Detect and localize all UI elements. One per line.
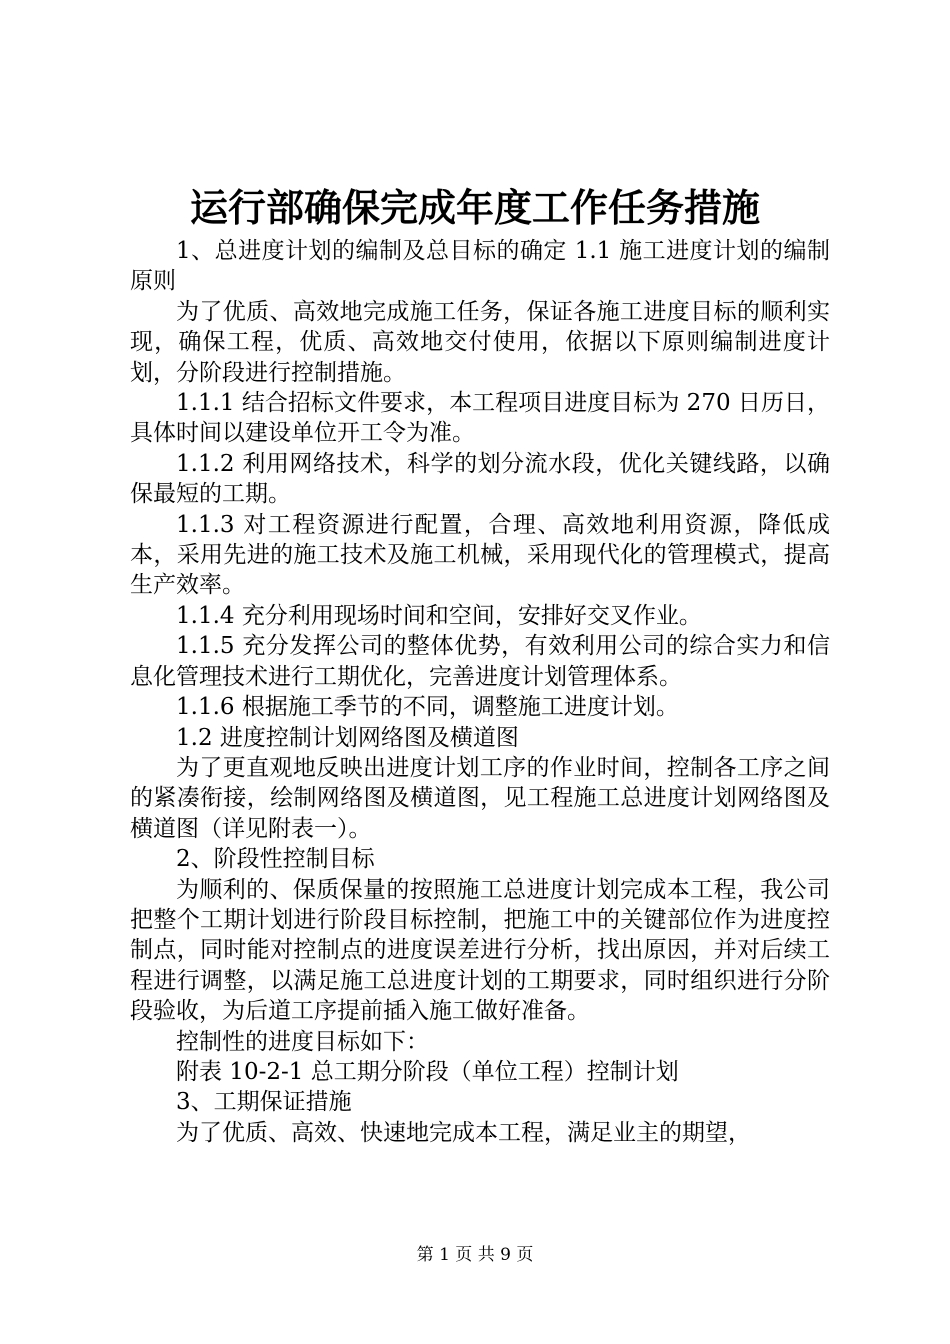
paragraph: 1.1.6 根据施工季节的不同，调整施工进度计划。 [176,694,679,721]
paragraph: 1.1.2 利用网络技术，科学的划分流水段，优化关键线路，以确保最短的工期。 [130,450,830,508]
section-heading: 2、阶段性控制目标 [176,846,375,873]
page-footer: 第 1 页 共 9 页 [416,1245,534,1265]
paragraph: 为顺利的、保质保量的按照施工总进度计划完成本工程，我公司把整个工期计划进行阶段目标控制，把施工中的关键部位作为进度控制点，同时能对控制点的进度误差进行分析，找出原因，并对后续工程进行调整，以满足施工总进度计划的工期要求，同时组织进行分阶段验收，为后道工序提前插入施工做好准备。 [130,876,830,1025]
paragraph: 1.1.4 充分利用现场时间和空间，安排好交叉作业。 [176,602,702,629]
paragraph: 1、总进度计划的编制及总目标的确定 1.1 施工进度计划的编制原则 [130,238,830,295]
paragraph: 1.1.1 结合招标文件要求，本工程项目进度目标为 270 日历日，具体时间以建设单位开工令为准。 [130,390,830,447]
document-body [130,236,830,1148]
section-heading: 1.2 进度控制计划网络图及横道图 [176,724,519,751]
document-title: 运行部确保完成年度工作任务措施 [189,185,760,230]
paragraph: 为了更直观地反映出进度计划工序的作业时间，控制各工序之间的紧凑衔接，绘制网络图及横道图，见工程施工总进度计划网络图及横道图（详见附表一）。 [130,754,830,842]
paragraph: 控制性的进度目标如下： [176,1028,429,1055]
paragraph: 1.1.3 对工程资源进行配置，合理、高效地利用资源，降低成本，采用先进的施工技术及施工机械，采用现代化的管理模式，提高生产效率。 [130,511,830,599]
section-heading: 3、工期保证措施 [176,1089,352,1116]
paragraph: 为了优质、高效、快速地完成本工程，满足业主的期望， [176,1119,751,1146]
table-reference: 附表 10-2-1 总工期分阶段（单位工程）控制计划 [176,1058,679,1085]
paragraph: 1.1.5 充分发挥公司的整体优势，有效利用公司的综合实力和信息化管理技术进行工期优化，完善进度计划管理体系。 [130,633,830,690]
paragraph: 为了优质、高效地完成施工任务，保证各施工进度目标的顺利实现，确保工程，优质、高效地交付使用，依据以下原则编制进度计划，分阶段进行控制措施。 [130,298,830,386]
